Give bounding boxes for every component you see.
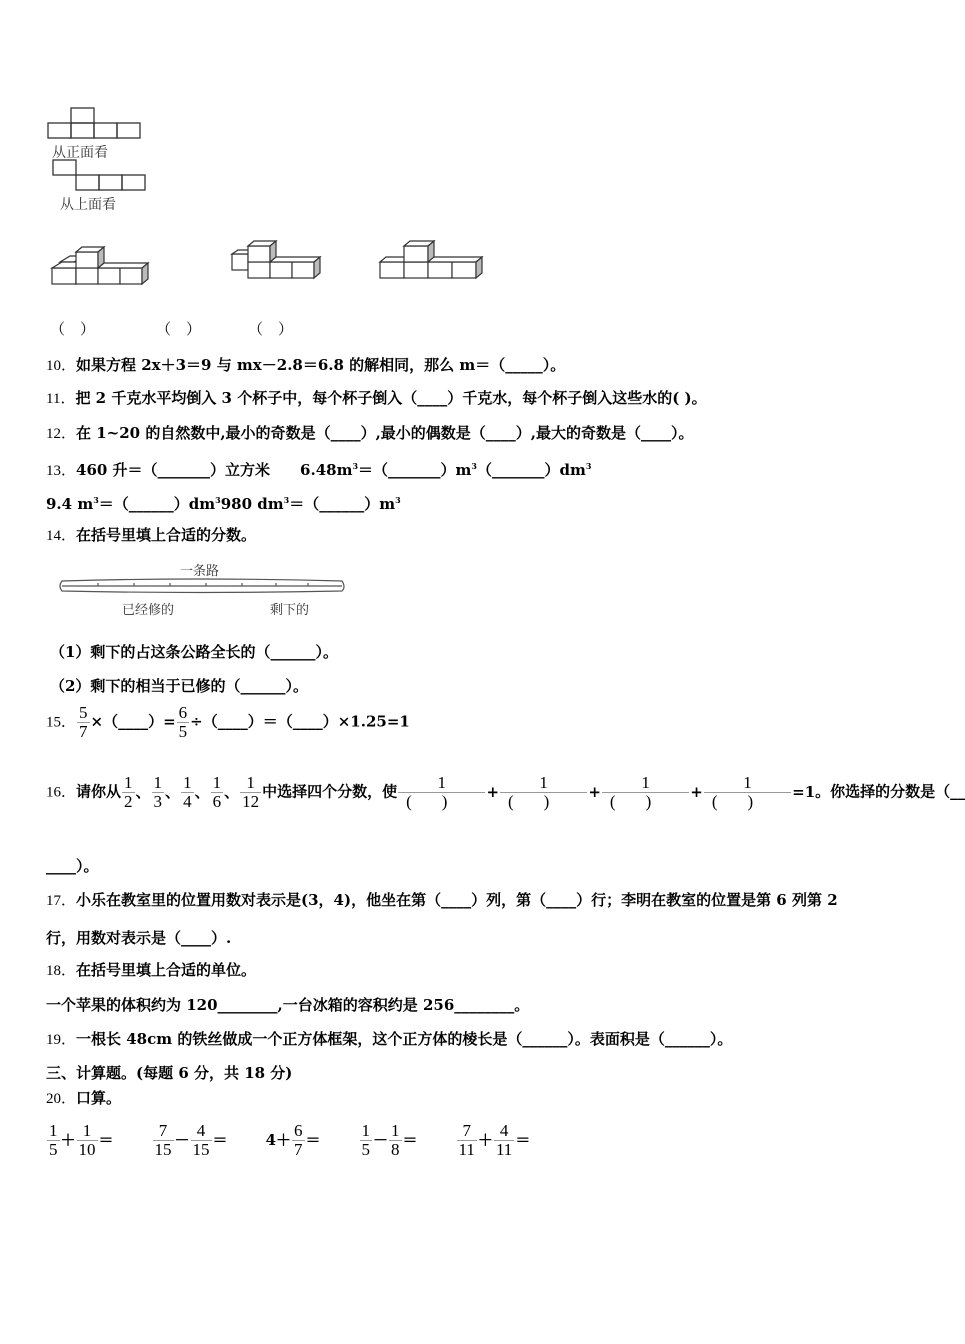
q-text: 口算。	[76, 1089, 122, 1107]
numerator: 1	[153, 773, 163, 792]
q-text: 460 升＝（_______）立方米 6.48m	[76, 461, 353, 479]
fraction	[191, 1122, 212, 1159]
q-number: 18．	[46, 963, 77, 979]
denominator: 12	[242, 792, 260, 811]
separator: 、	[165, 782, 181, 801]
road-label: 一条路	[180, 564, 220, 579]
sup: 3	[585, 461, 592, 471]
answer-blank-1[interactable]: （ ）	[50, 320, 96, 338]
numerator: 1	[246, 773, 255, 792]
equals: ＝	[212, 1130, 228, 1149]
q-text: 9.4 m	[46, 495, 94, 513]
q-text: 小乐在教室里的位置用数对表示是(3，4)，他坐在第（____）列，第（____）行；李明在教室的位置是第 6 列第 2	[76, 891, 838, 909]
q-text: 在括号里填上合适的分数。	[76, 526, 257, 544]
q-number: 16．	[46, 784, 77, 801]
plus-sign: +	[588, 782, 601, 801]
numerator: 1	[539, 773, 548, 792]
denominator: 3	[153, 792, 163, 811]
calc-item	[359, 1121, 418, 1159]
question-11	[46, 388, 707, 409]
q-number: 20．	[46, 1091, 77, 1107]
numerator: 6	[294, 1121, 303, 1140]
sup: 3	[93, 495, 99, 505]
fraction	[122, 774, 135, 811]
fraction	[47, 1122, 60, 1159]
q-text: 在括号里填上合适的单位。	[76, 961, 257, 979]
denominator[interactable]: ()	[602, 792, 689, 811]
operator: ＋	[477, 1130, 493, 1149]
fraction	[77, 1122, 98, 1159]
fraction	[500, 774, 587, 811]
denominator: 8	[391, 1140, 400, 1159]
denominator: 6	[212, 792, 222, 811]
q-text: 把 2 千克水平均倒入 3 个杯子中，每个杯子倒入（____）千克水，每个杯子倒入这些水的( )。	[75, 389, 707, 407]
equals: ＝	[305, 1130, 321, 1149]
q-number: 12．	[46, 426, 77, 442]
q-text: 在 1~20 的自然数中,最小的奇数是（____）,最小的偶数是（____）,最大的奇数是（____）。	[76, 424, 694, 442]
equals: =1	[792, 782, 816, 801]
q-text: 如果方程 2x＋3＝9 与 mx－2.8＝6.8 的解相同，那么 m＝（_____）。	[76, 356, 566, 374]
fraction	[181, 774, 194, 811]
fraction	[398, 774, 485, 811]
fraction	[292, 1122, 305, 1159]
denominator[interactable]: ()	[704, 792, 791, 811]
question-20	[46, 1088, 121, 1109]
denominator: 5	[49, 1140, 58, 1159]
q-text: 。你选择的分数是（__	[815, 782, 965, 801]
answer-blank-2[interactable]: （ ）	[156, 320, 202, 338]
numerator: 1	[391, 1121, 400, 1140]
numerator: 1	[743, 773, 752, 792]
equals: ＝	[98, 1130, 114, 1149]
numerator: 1	[82, 1121, 92, 1140]
calc-item	[265, 1121, 321, 1159]
cube-figure-3	[376, 238, 486, 284]
plus-sign: +	[690, 782, 703, 801]
q-number: 11．	[46, 391, 76, 407]
q-number: 10．	[46, 358, 77, 374]
answer-blank-3[interactable]: （ ）	[248, 320, 294, 338]
numerator: 1	[183, 773, 192, 792]
fraction	[152, 774, 165, 811]
fraction	[704, 774, 791, 811]
question-15	[46, 704, 410, 741]
q-number: 13．	[46, 463, 77, 479]
question-17	[46, 890, 838, 911]
fraction: $\frac{5}{7}$	[79, 703, 88, 741]
fraction	[389, 1122, 402, 1159]
numerator: 1	[361, 1121, 371, 1140]
numerator: 1	[124, 773, 133, 792]
equals: ＝	[515, 1130, 531, 1149]
question-14-1: （1）剩下的占这条公路全长的（______）。	[50, 643, 338, 661]
question-16-cont: ____）。	[46, 857, 99, 875]
cube-figure-2	[228, 238, 328, 284]
q-number: 17．	[46, 893, 77, 909]
sup: 3	[471, 461, 477, 471]
denominator: 11	[458, 1140, 475, 1159]
front-view-figure	[46, 104, 146, 144]
question-14	[46, 525, 256, 546]
denominator: 15	[154, 1140, 172, 1159]
mental-math-row	[46, 1122, 568, 1159]
question-13	[46, 456, 591, 481]
fraction	[211, 774, 224, 811]
denominator: 5	[361, 1140, 371, 1159]
fraction	[494, 1122, 514, 1159]
denominator: 2	[124, 792, 133, 811]
numerator: 1	[437, 773, 447, 792]
calc-item	[46, 1121, 114, 1159]
numerator: 4	[499, 1121, 509, 1140]
plus-sign: +	[486, 782, 500, 801]
q-number: 19．	[46, 1032, 77, 1048]
calc-item	[456, 1121, 531, 1159]
front-view-label: 从正面看	[52, 145, 108, 161]
sup: 3	[395, 495, 401, 505]
separator: 、	[224, 782, 240, 801]
numerator: 1	[49, 1121, 58, 1140]
denominator[interactable]: ()	[500, 792, 587, 811]
separator: 、	[135, 782, 151, 801]
equals: ＝	[402, 1130, 418, 1149]
question-12	[46, 423, 694, 444]
q-text: 中选择四个分数，使	[262, 782, 398, 801]
question-18-sub: 一个苹果的体积约为 120________,一台冰箱的容积约是 256________。	[46, 996, 530, 1014]
question-18	[46, 960, 256, 981]
fraction	[457, 1122, 477, 1159]
q-number: 14．	[46, 528, 77, 544]
q-text: 4＋	[265, 1130, 291, 1149]
denominator: 7	[294, 1140, 303, 1159]
operator: －	[174, 1130, 190, 1149]
question-16	[46, 774, 965, 811]
q-text: 一根长 48cm 的铁丝做成一个正方体框架，这个正方体的棱长是（______）。表面积是（______）。	[76, 1030, 733, 1048]
q-text: 请你从	[76, 782, 122, 801]
question-17-cont: 行，用数对表示是（____）.	[46, 929, 232, 947]
denominator: 4	[183, 792, 192, 811]
q-text: 980 dm	[220, 495, 284, 513]
denominator[interactable]: ()	[398, 792, 485, 811]
q-text: ＝（_______）m	[358, 461, 472, 479]
operator: ＋	[60, 1130, 76, 1149]
built-label: 已经修的	[122, 603, 175, 618]
question-10	[46, 355, 565, 376]
fraction: $\frac{6}{5}$	[178, 703, 188, 741]
cube-figure-1	[50, 244, 160, 292]
numerator: 7	[158, 1121, 168, 1140]
q-text: （_______）dm	[477, 461, 586, 479]
fraction	[360, 1122, 373, 1159]
q-number: 15．	[46, 714, 77, 731]
operator: －	[373, 1130, 389, 1149]
q-text: ÷（____）＝（____）×1.25=1	[190, 712, 410, 731]
fraction	[240, 774, 261, 811]
numerator: 4	[196, 1121, 206, 1140]
fraction	[602, 774, 689, 811]
calc-item	[152, 1121, 228, 1159]
denominator: 10	[78, 1140, 96, 1159]
top-view-label: 从上面看	[60, 197, 116, 213]
denominator: 11	[495, 1140, 513, 1159]
question-13-cont	[46, 490, 401, 514]
q-text: ×（____）=	[90, 712, 176, 731]
fraction	[153, 1122, 174, 1159]
numerator: 1	[212, 773, 222, 792]
q-text: ＝（______）dm	[98, 495, 216, 513]
numerator: 1	[641, 773, 650, 792]
section-3-heading: 三、计算题。(每题 6 分，共 18 分)	[46, 1064, 293, 1082]
sup: 3	[215, 495, 221, 505]
separator: 、	[194, 782, 210, 801]
question-14-2: （2）剩下的相当于已修的（______）。	[50, 677, 308, 695]
q-text: ＝（______）m	[289, 495, 396, 513]
denominator: 15	[192, 1140, 210, 1159]
sup: 3	[352, 461, 359, 471]
numerator: 7	[462, 1121, 471, 1140]
top-view-figure	[50, 157, 150, 193]
question-19	[46, 1029, 732, 1050]
remaining-label: 剩下的	[270, 603, 310, 618]
sup: 3	[283, 495, 290, 505]
